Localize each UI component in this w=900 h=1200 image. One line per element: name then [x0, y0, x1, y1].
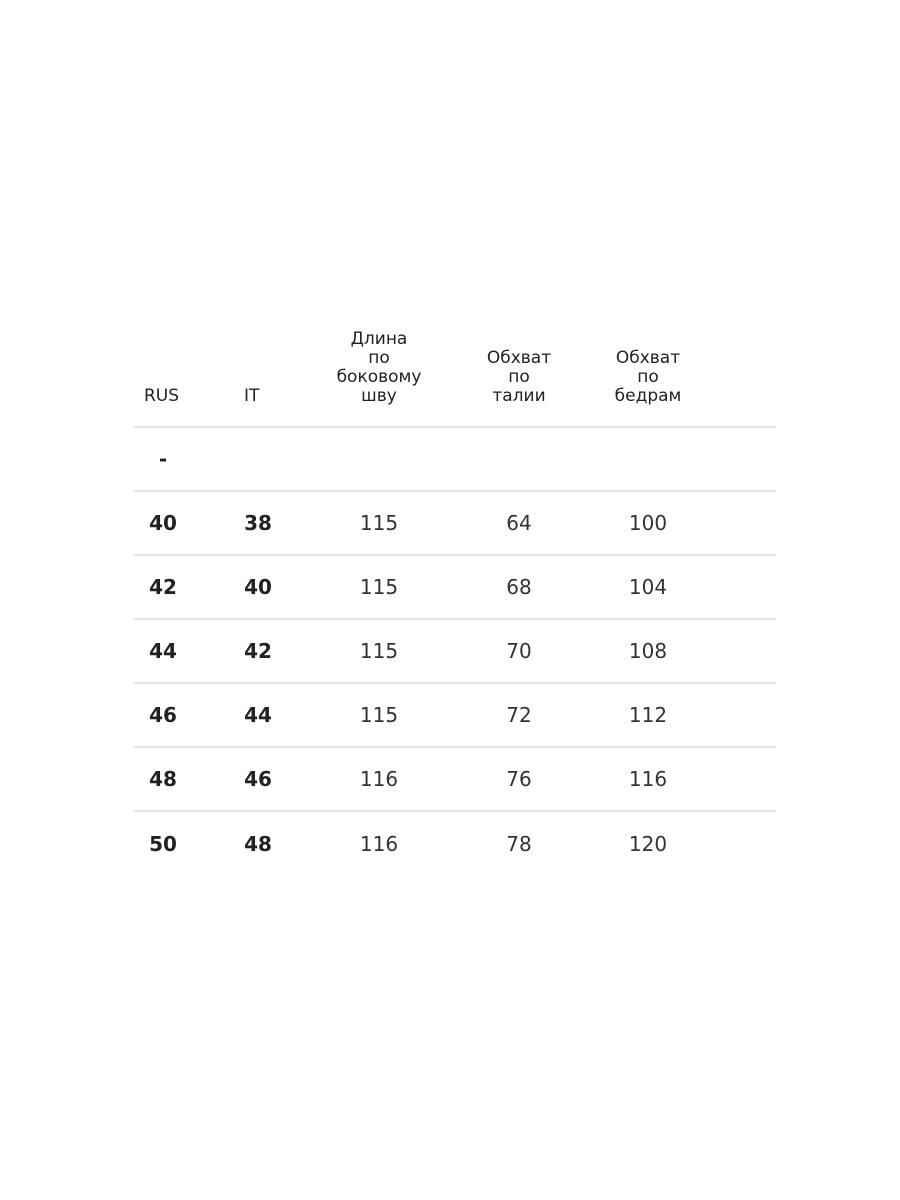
- size-chart-table: [134, 322, 776, 876]
- cell-waist: 64: [506, 511, 532, 535]
- cell-waist: 70: [506, 639, 532, 663]
- cell-length: 116: [359, 767, 399, 791]
- header-it: IT: [244, 386, 260, 406]
- table-row: [134, 748, 776, 812]
- cell-rus: 48: [149, 767, 177, 791]
- cell-hips: 116: [628, 767, 668, 791]
- cell-rus: 50: [149, 832, 177, 856]
- cell-hips: 108: [628, 639, 668, 663]
- cell-hips: 112: [628, 703, 668, 727]
- cell-hips: 104: [628, 575, 668, 599]
- cell-hips: 120: [628, 832, 668, 856]
- header-rus: RUS: [144, 386, 180, 406]
- cell-length: 115: [359, 703, 399, 727]
- header-waist-girth: Обхват по талии: [486, 348, 552, 406]
- table-row: [134, 492, 776, 556]
- cell-it: 46: [244, 767, 272, 791]
- cell-it: 40: [244, 575, 272, 599]
- cell-waist: 78: [506, 832, 532, 856]
- cell-length: 115: [359, 639, 399, 663]
- header-side-seam-length: Длина по боковому шву: [336, 329, 422, 406]
- cell-it: 42: [244, 639, 272, 663]
- cell-it: 44: [244, 703, 272, 727]
- cell-waist: 68: [506, 575, 532, 599]
- cell-waist: 72: [506, 703, 532, 727]
- cell-hips: 100: [628, 511, 668, 535]
- cell-it: 38: [244, 511, 272, 535]
- cell-it: 48: [244, 832, 272, 856]
- table-row: [134, 620, 776, 684]
- cell-length: 116: [359, 832, 399, 856]
- table-row: [134, 812, 776, 876]
- table-row: [134, 684, 776, 748]
- cell-length: 115: [359, 575, 399, 599]
- cell-waist: 76: [506, 767, 532, 791]
- table-row: [134, 556, 776, 620]
- cell-rus: 46: [149, 703, 177, 727]
- table-row: [134, 428, 776, 492]
- cell-rus: -: [158, 447, 168, 471]
- cell-rus: 42: [149, 575, 177, 599]
- cell-rus: 44: [149, 639, 177, 663]
- table-header-row: [134, 322, 776, 428]
- header-hip-girth: Обхват по бедрам: [614, 348, 682, 406]
- cell-length: 115: [359, 511, 399, 535]
- cell-rus: 40: [149, 511, 177, 535]
